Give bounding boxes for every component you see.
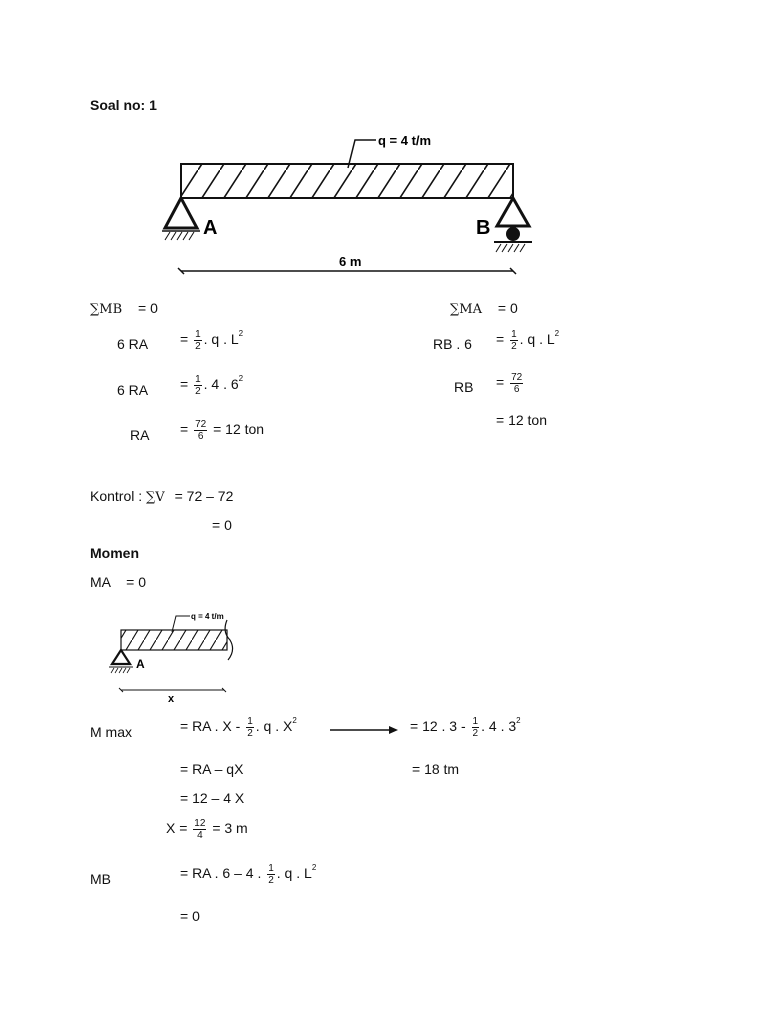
right-row2-lhs: RB [454, 379, 474, 395]
segment-load [121, 630, 227, 650]
right-row1-rhs [496, 329, 559, 352]
left-row3-rhs [180, 419, 264, 442]
fraction: $\frac{1}{2}$ [247, 716, 253, 739]
expr: . q . L [203, 331, 239, 348]
sum-ma-row [450, 300, 518, 318]
eq-sign: = [180, 376, 189, 393]
kontrol-label: Kontrol : [90, 488, 143, 504]
roller-support-b [497, 198, 529, 226]
left-row3-lhs: RA [130, 427, 150, 443]
left-row1-rhs [180, 329, 243, 352]
fraction: $\frac{1}{2}$ [511, 329, 517, 352]
mb-label: MB [90, 871, 111, 887]
mmax-right1 [410, 716, 521, 739]
mmax-line3: = 12 – 4 X [180, 790, 245, 806]
exponent: 2 [292, 716, 297, 725]
mmax-right2: = 18 tm [412, 761, 460, 777]
eq-sign: = [180, 421, 189, 438]
mmax-line1 [180, 716, 297, 739]
left-row2-rhs [180, 374, 243, 397]
mb-line2: = 0 [180, 908, 200, 924]
sum-ma-label: ∑MA [450, 302, 482, 317]
page-title: Soal no: 1 [90, 97, 157, 113]
distributed-load [181, 164, 513, 198]
mb-line1 [180, 863, 316, 886]
kontrol-sym: ∑V [146, 490, 165, 505]
fraction: $\frac{1}{2}$ [195, 329, 201, 352]
segment-load-label: q = 4 t/m [191, 612, 224, 621]
fraction: $\frac{1}{2}$ [472, 716, 479, 739]
sum-mb-label: ∑MB [90, 302, 123, 317]
right-row2-rhs [496, 372, 525, 395]
sum-mb-eq: = 0 [138, 300, 158, 316]
momen-heading: Momen [90, 545, 139, 561]
x-row [166, 818, 248, 841]
segment-support-label: A [136, 657, 145, 671]
segment-pin-support [112, 650, 130, 664]
exponent: 2 [554, 329, 560, 338]
support-b-label: B [476, 217, 491, 239]
exponent: 2 [238, 329, 244, 338]
mmax-label: M max [90, 724, 132, 740]
expr: . 4 . 3 [481, 718, 517, 735]
exponent: 2 [238, 374, 244, 383]
fraction: $\frac{1}{2}$ [195, 374, 201, 397]
expr: . 4 . 6 [203, 376, 239, 393]
eq-sign: = [496, 331, 505, 348]
right-row1-lhs: RB . 6 [433, 336, 472, 352]
expr: . q . X [255, 718, 293, 735]
sum-mb-row [90, 300, 158, 318]
kontrol-row [90, 488, 233, 506]
sum-ma-eq: = 0 [497, 300, 518, 316]
x-result: = 3 m [212, 820, 248, 837]
expr: = 12 . 3 - [410, 718, 466, 735]
ma-eq: = 0 [126, 574, 146, 590]
fraction: $\frac{72}{6}$ [511, 372, 523, 395]
pin-support-a [165, 198, 197, 228]
span-label: 6 m [339, 254, 362, 269]
fraction: $\frac{12}{4}$ [194, 818, 206, 841]
fraction: $\frac{1}{2}$ [268, 863, 274, 886]
mmax-line2: = RA – qX [180, 761, 244, 777]
result: = 12 ton [213, 421, 265, 438]
left-row2-lhs: 6 RA [117, 382, 149, 398]
expr: . q . L [519, 331, 555, 348]
eq-sign: = [496, 374, 505, 391]
left-row1-lhs: 6 RA [117, 336, 149, 352]
load-label: q = 4 t/m [378, 133, 432, 148]
eq-sign: = [180, 331, 189, 348]
expr: = RA . X - [180, 718, 241, 735]
x-dimension-label: x [168, 693, 175, 705]
x-lhs: X = [166, 820, 188, 837]
kontrol-line1: = 72 – 72 [174, 488, 234, 504]
right-row3: = 12 ton [496, 412, 547, 428]
ma-label: MA [90, 574, 111, 590]
ma-row [90, 574, 146, 590]
exponent: 2 [311, 863, 317, 872]
exponent: 2 [516, 716, 521, 725]
expr: . q . L [276, 865, 312, 882]
expr: = RA . 6 – 4 . [180, 865, 262, 882]
fraction: $\frac{72}{6}$ [195, 419, 207, 442]
kontrol-line2: = 0 [212, 517, 232, 533]
support-a-label: A [203, 217, 218, 239]
